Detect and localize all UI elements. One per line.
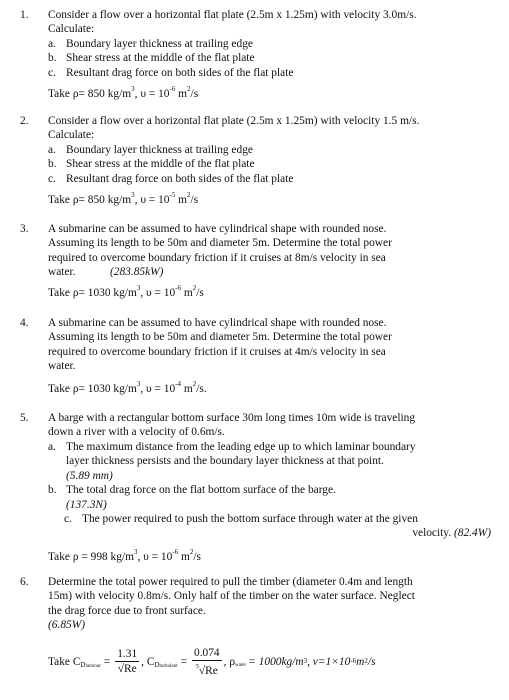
problem-text: 15m) with velocity 0.8m/s. Only half of the timber on the water surface. Neglect: [48, 590, 415, 602]
answer: (283.85kW): [110, 266, 164, 278]
answer: (5.89 mm): [66, 470, 113, 482]
given-values: Take ρ= 1030 $kg/m^3$, $\upsilon = 10^{-4}$ $m^2/s$.: [48, 380, 207, 395]
sub-item-a: a. Boundary layer thickness at trailing edge: [48, 144, 253, 156]
sub-item-b: b. Shear stress at the middle of the flat plate: [48, 52, 255, 64]
problem-text: A submarine can be assumed to have cylindrical shape with rounded nose.: [48, 223, 387, 235]
problem-text: required to overcome boundary friction if it cruises at 4m/s velocity in sea: [48, 346, 386, 358]
problem-text: water.: [48, 266, 76, 278]
turbulent-fraction: $\frac{0.074}{^5√Re}$: [194, 647, 220, 677]
sub-item-tail: velocity. (82.4W): [412, 527, 491, 539]
problem-text: Assuming its length to be 50m and diameter 5m. Determine the total power: [48, 331, 392, 343]
problem-text: Consider a flow over a horizontal flat plate (2.5m x 1.25m) with velocity 3.0m/s.: [48, 9, 417, 21]
sub-item-text: layer thickness persists and the boundary layer thickness at that point.: [66, 455, 384, 467]
given-values: Take ρ= 1030 $kg/m^3$, $\upsilon = 10^{-6}$ $m^2/s$: [48, 284, 204, 299]
given-values: Take ρ = 998 $kg/m^3$, $\upsilon = 10^{-6}$ $m^2/s$: [48, 548, 201, 563]
sub-item-a: a. Boundary layer thickness at trailing edge: [48, 38, 253, 50]
problem-number: 1.: [20, 9, 29, 21]
laminar-fraction: $\frac{1.31}{√Re}$: [117, 648, 138, 676]
formula: Take C Dlaminar = $\frac{1.31}{√Re}$ , C Dturbulent = $\frac{0.074}{^5√Re}$ , ρ water = 1000kg/m $^3$ , ν=1×10 $^{-6}$ m $^2$ /s: [48, 647, 376, 677]
problem-text: the drag force due to front surface.: [48, 605, 206, 617]
problem-number: 3.: [20, 223, 29, 235]
problem-text: Calculate:: [48, 23, 95, 35]
problem-text: water.: [48, 360, 76, 372]
problem-text: down a river with a velocity of 0.6m/s.: [48, 426, 225, 438]
problem-text: Calculate:: [48, 129, 95, 141]
sub-item-c: c. Resultant drag force on both sides of the flat plate: [48, 173, 294, 185]
problem-number: 2.: [20, 115, 29, 127]
given-values: Take ρ= 850 $kg/m^3$, $\upsilon = 10^{-6}$ $m^2/s$: [48, 85, 199, 100]
problem-text: required to overcome boundary friction if it cruises at 8m/s velocity in sea: [48, 252, 386, 264]
answer: (137.3N): [66, 499, 107, 511]
sub-item-b: b. The total drag force on the flat bottom surface of the barge.: [48, 484, 336, 496]
given-values: Take ρ= 850 $kg/m^3$, $\upsilon = 10^{-5}$ $m^2/s$: [48, 191, 199, 206]
problem-text: A barge with a rectangular bottom surface 30m long times 10m wide is traveling: [48, 412, 416, 424]
problem-number: 4.: [20, 317, 29, 329]
answer: (6.85W): [48, 619, 86, 631]
problem-text: A submarine can be assumed to have cylindrical shape with rounded nose.: [48, 317, 387, 329]
sub-item-c: c. The power required to push the bottom surface through water at the given: [64, 513, 418, 525]
problem-number: 5.: [20, 412, 29, 424]
problem-text: Determine the total power required to pull the timber (diameter 0.4m and length: [48, 576, 413, 588]
problem-text: Assuming its length to be 50m and diameter 5m. Determine the total power: [48, 237, 392, 249]
problem-text: Consider a flow over a horizontal flat plate (2.5m x 1.25m) with velocity 1.5 m/s.: [48, 115, 420, 127]
sub-item-b: b. Shear stress at the middle of the flat plate: [48, 158, 255, 170]
sub-item-a: a. The maximum distance from the leading edge up to which laminar boundary: [48, 441, 416, 453]
problem-number: 6.: [20, 576, 29, 588]
sub-item-c: c. Resultant drag force on both sides of the flat plate: [48, 67, 294, 79]
